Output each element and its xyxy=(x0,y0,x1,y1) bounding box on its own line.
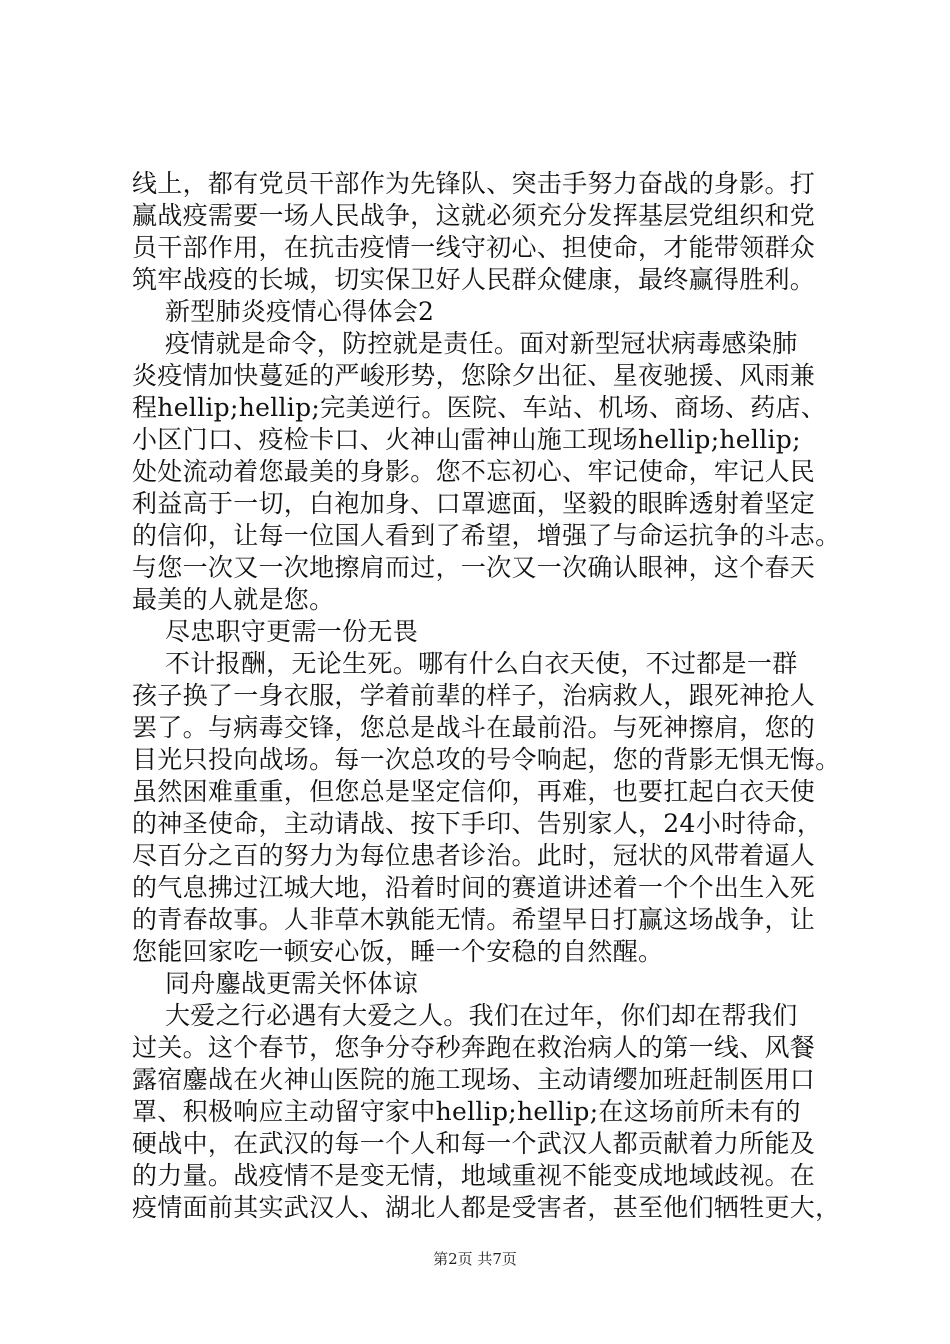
text-line: 过关。这个春节，您争分夺秒奔跑在救治病人的第一线、风餐 xyxy=(132,1033,816,1062)
section-heading: 尽忠职守更需一份无畏 xyxy=(132,617,418,646)
text-line: 的气息拂过江城大地，沿着时间的赛道讲述着一个个出生入死 xyxy=(132,873,816,902)
text-line: 的青春故事。人非草木孰能无情。希望早日打赢这场战争，让 xyxy=(132,905,816,934)
text-line: 疫情面前其实武汉人、湖北人都是受害者，甚至他们牺牲更大， xyxy=(132,1193,841,1222)
section-heading: 同舟鏖战更需关怀体谅 xyxy=(132,969,418,998)
text-line: 您能回家吃一顿安心饭，睡一个安稳的自然醒。 xyxy=(132,937,664,966)
text-line: 虽然困难重重，但您总是坚定信仰，再难，也要扛起白衣天使 xyxy=(132,777,816,806)
text-line: 大爱之行必遇有大爱之人。我们在过年，你们却在帮我们 xyxy=(132,1001,798,1030)
page-footer: 第2页 共7页 xyxy=(433,1250,517,1268)
text-line: 筑牢战疫的长城，切实保卫好人民群众健康，最终赢得胜利。 xyxy=(132,265,816,294)
text-line: 目光只投向战场。每一次总攻的号令响起，您的背影无惧无悔。 xyxy=(132,745,841,774)
text-line: 的神圣使命，主动请战、按下手印、告别家人，24小时待命， xyxy=(132,809,823,838)
text-line: 赢战疫需要一场人民战争，这就必须充分发挥基层党组织和党 xyxy=(132,201,816,230)
text-line: 炎疫情加快蔓延的严峻形势，您除夕出征、星夜驰援、风雨兼 xyxy=(132,361,816,390)
section-heading: 新型肺炎疫情心得体会2 xyxy=(132,297,435,326)
text-line: 的信仰，让每一位国人看到了希望，增强了与命运抗争的斗志。 xyxy=(132,521,841,550)
text-line: 小区门口、疫检卡口、火神山雷神山施工现场hellip;hellip; xyxy=(132,425,801,454)
text-line: 线上，都有党员干部作为先锋队、突击手努力奋战的身影。打 xyxy=(132,169,816,198)
text-line: 员干部作用，在抗击疫情一线守初心、担使命，才能带领群众 xyxy=(132,233,816,262)
text-line: 不计报酬，无论生死。哪有什么白衣天使，不过都是一群 xyxy=(132,649,798,678)
text-line: 硬战中，在武汉的每一个人和每一个武汉人都贡献着力所能及 xyxy=(132,1129,816,1158)
document-body xyxy=(132,168,841,1224)
text-line: 尽百分之百的努力为每位患者诊治。此时，冠状的风带着逼人 xyxy=(132,841,816,870)
text-line: 处处流动着您最美的身影。您不忘初心、牢记使命，牢记人民 xyxy=(132,457,816,486)
text-line: 疫情就是命令，防控就是责任。面对新型冠状病毒感染肺 xyxy=(132,329,798,358)
text-line: 最美的人就是您。 xyxy=(132,585,335,614)
text-line: 露宿鏖战在火神山医院的施工现场、主动请缨加班赶制医用口 xyxy=(132,1065,816,1094)
text-line: 孩子换了一身衣服，学着前辈的样子，治病救人，跟死神抢人 xyxy=(132,681,816,710)
text-line: 的力量。战疫情不是变无情，地域重视不能变成地域歧视。在 xyxy=(132,1161,816,1190)
text-line: 罩、积极响应主动留守家中hellip;hellip;在这场前所未有的 xyxy=(132,1097,801,1126)
text-line: 程hellip;hellip;完美逆行。医院、车站、机场、商场、药店、 xyxy=(132,393,827,422)
text-line: 利益高于一切，白袍加身、口罩遮面，坚毅的眼眸透射着坚定 xyxy=(132,489,816,518)
text-line: 罢了。与病毒交锋，您总是战斗在最前沿。与死神擦肩，您的 xyxy=(132,713,816,742)
text-line: 与您一次又一次地擦肩而过，一次又一次确认眼神，这个春天 xyxy=(132,553,816,582)
